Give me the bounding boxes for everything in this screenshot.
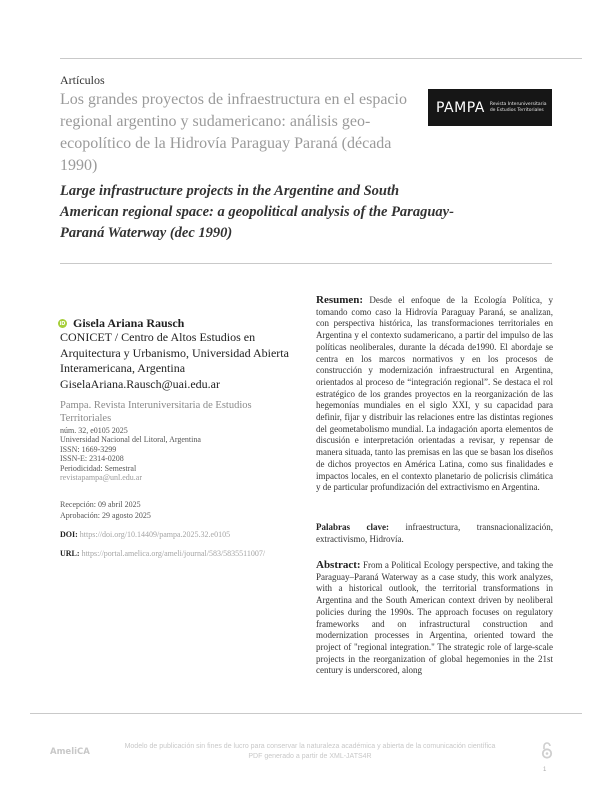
bottom-rule — [30, 713, 582, 714]
amelica-logo: AmeliCA — [50, 747, 90, 757]
journal-logo — [428, 89, 552, 126]
journal-periodicity: Periodicidad: Semestral — [60, 463, 137, 473]
orcid-icon[interactable]: iD — [59, 320, 66, 327]
approved-date: Aprobación: 29 agosto 2025 — [60, 510, 151, 520]
url-link[interactable]: https://portal.amelica.org/ameli/journal/583/5835511007/ — [81, 549, 266, 558]
logo-wordmark: PAMPA — [436, 99, 485, 116]
doi-link[interactable]: https://doi.org/10.14409/pampa.2025.32.e0105 — [79, 530, 231, 539]
url-line — [60, 549, 265, 558]
footer-line-2: PDF generado a partir de XML-JATS4R — [248, 753, 372, 760]
abstract-label: Abstract: — [316, 559, 361, 571]
author-name: Gisela Ariana Rausch — [73, 316, 185, 330]
affiliation-line: CONICET / Centro de Altos Estudios en — [60, 330, 256, 344]
doi-label: DOI: — [60, 530, 78, 539]
journal-email[interactable]: revistapampa@unl.edu.ar — [60, 473, 143, 483]
abstract-text: From a Political Ecology perspective, and taking the Paraguay–Paraná Waterway as a case study, this work analyzes, with a historical outlook, the territorial transformations in Argentina and the South American context driven by neoliberal policies during the 1990s. The approach focuses on regulatory frameworks and on infrastructural construction and modernization processes in Argentina, oriented toward the project of "regional integration." The strategic role of large-scale projects in the reorganization of global hegemonies in the 21st century is underscored, along — [316, 560, 554, 676]
keywords-label: Palabras clave: — [316, 522, 390, 532]
url-label: URL: — [60, 549, 80, 558]
header-divider — [60, 263, 552, 264]
author-email[interactable]: GiselaAriana.Rausch@uai.edu.ar — [60, 376, 220, 391]
affiliation-line: Interamericana, Argentina — [60, 361, 186, 375]
resumen-block — [316, 295, 553, 494]
journal-name: Pampa. Revista Interuniversitaria de Estudios Territoriales — [60, 400, 252, 424]
footer-text — [110, 742, 510, 762]
journal-issn: ISSN: 1669-3299 — [60, 444, 117, 454]
keywords-text: infraestructura, transnacionalización, extractivismo, Hidrovía. — [316, 522, 554, 544]
logo-subtitle-line-1: Revista Interuniversitaria — [489, 101, 547, 107]
dates-block — [60, 500, 151, 521]
keywords-block — [316, 522, 553, 545]
article-title-spanish: Los grandes proyectos de infraestructura en el espacio regional argentino y sudamericano: análisis geo-ecopolítico de la Hidrovía Paraguay Paraná (década 1990) — [60, 91, 407, 174]
open-access-icon — [541, 742, 553, 759]
footer-line-1: Modelo de publicación sin fines de lucro para conservar la naturaleza académica y abierta de la comunicación científica — [124, 743, 496, 750]
page-number: 1 — [543, 767, 547, 773]
resumen-label: Resumen: — [316, 294, 364, 306]
top-rule — [60, 58, 582, 59]
journal-metadata — [60, 426, 201, 482]
abstract-block — [316, 560, 553, 677]
journal-university: Universidad Nacional del Litoral, Argentina — [60, 435, 201, 445]
affiliation-line: Arquitectura y Urbanismo, Universidad Abierta — [60, 345, 289, 360]
doi-line — [60, 530, 230, 539]
resumen-text: Desde el enfoque de la Ecología Política, y tomando como caso la Hidrovía Paraguay Paraná, se analizan, con perspectiva histórica, las transformaciones territoriales en Argentina y el contexto sudamericano, a partir del impulso de las políticas neoliberales, durante la década de1990. El abordaje se centra en los marcos normativos y en los procesos de construcción y modernización infraestructural en Argentina, orientados al proceso de “integración regional”. Se destaca el rol estratégico de los grandes proyectos en la reorganización de las hegemonías mundiales en el siglo XXI, y su capacidad para definir, fijar y distribuir las relaciones entre las distintas regiones del geometabolismo mundial. La indagación aporta elementos de discusión e interpretación orientadas a revisar, y repensar de manera situada, tanto las premisas en las que se basan los diseños de dichos proyectos en América Latina, como sus finalidades e impactos locales, en el contexto planetario de policrisis climática y de particular profundización del extractivismo en Argentina. — [316, 295, 553, 493]
received-date: Recepción: 09 abril 2025 — [60, 500, 141, 509]
logo-subtitle — [490, 102, 547, 114]
journal-issue: núm. 32, e0105 2025 — [60, 426, 128, 435]
article-title-english: Large infrastructure projects in the Argentine and South American regional space: a geopolitical analysis of the Paraguay-Paraná Waterway (dec 1990) — [60, 183, 454, 241]
author-affiliation — [60, 330, 290, 392]
author-line — [58, 316, 184, 331]
logo-subtitle-line-2: de Estudios Territoriales — [489, 107, 544, 113]
journal-issn-e: ISSN-E: 2314-0208 — [60, 454, 124, 464]
section-label: Artículos — [60, 73, 105, 87]
